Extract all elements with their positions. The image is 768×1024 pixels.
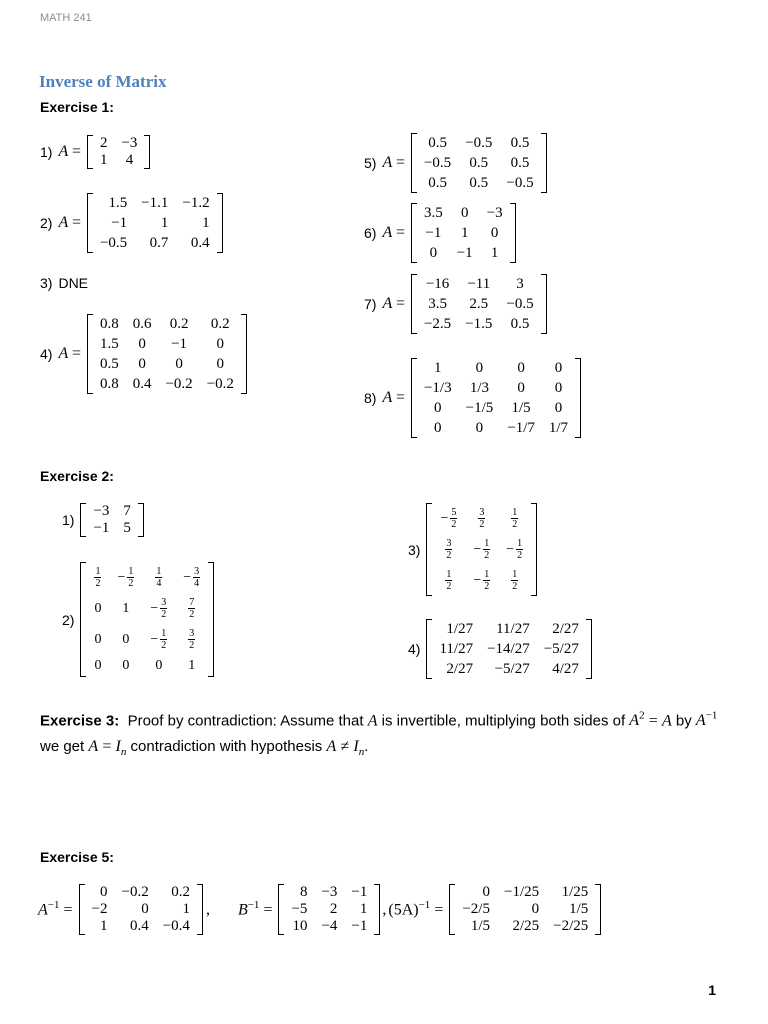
matrix-cell: 11/27: [439, 641, 474, 657]
matrix-cell: 0: [141, 901, 149, 917]
matrix-cell: −2.5: [423, 316, 452, 332]
math-expression: $A^{-1}$: [695, 710, 718, 730]
item-label: 4): [408, 641, 421, 657]
bracket-right: [144, 135, 150, 169]
matrix-cell: 0.5: [99, 356, 119, 372]
matrix-row: [417, 418, 575, 438]
matrix-cell: 1/7: [548, 420, 569, 436]
matrix-cell: −0.2: [165, 376, 193, 392]
matrix-cell: −1: [351, 884, 368, 900]
a-inverse-matrix: [79, 884, 203, 935]
matrix-row: [93, 233, 217, 253]
matrix-cell: 10: [292, 918, 308, 934]
matrix-cell: 0: [94, 600, 102, 616]
matrix-row: [86, 503, 137, 520]
matrix-row: [432, 534, 531, 565]
matrix-cell: 4: [125, 152, 134, 168]
matrix-cell: 8: [299, 884, 308, 900]
matrix-cell: 1.5: [108, 195, 128, 211]
matrix-row: [86, 562, 208, 593]
matrix-row: [417, 173, 541, 193]
course-header: MATH 241: [40, 12, 92, 24]
matrix-cell: 0: [100, 884, 108, 900]
matrix-cell: −0.5: [99, 235, 128, 251]
matrix-cell: 0: [490, 225, 499, 241]
bracket-right: [217, 193, 223, 253]
matrix-cell: 0.5: [428, 135, 447, 151]
matrix-row: [86, 655, 208, 677]
matrix-name: A =: [58, 214, 81, 231]
matrix-cell: 1: [202, 215, 210, 231]
item-label: 2): [40, 215, 53, 231]
matrix-cell: −1: [111, 215, 128, 231]
matrix-table: [417, 358, 575, 438]
matrix-cell: −14/27: [487, 641, 530, 657]
matrix-row: [432, 503, 531, 534]
ex3-text-part: is invertible, multiplying both sides of: [381, 712, 626, 730]
matrix-cell: 1/3: [469, 380, 490, 396]
bracket-right: [595, 884, 601, 935]
matrix-cell: 1: [359, 901, 368, 917]
matrix-cell: − $\frac{1}{2}$: [473, 538, 490, 561]
matrix-cell: 0.5: [510, 316, 530, 332]
math-symbol: A: [326, 738, 337, 756]
matrix-cell: −0.2: [121, 884, 149, 900]
matrix-cell: −1: [171, 336, 188, 352]
matrix: [87, 135, 150, 169]
matrix-cell: 2: [99, 135, 108, 151]
bracket-right: [374, 884, 380, 935]
matrix-cell: −0.5: [506, 296, 534, 312]
matrix-cell: 0: [554, 360, 563, 376]
matrix-row: [86, 593, 208, 624]
math-symbol: A: [88, 738, 99, 756]
matrix-row: [417, 203, 510, 223]
matrix-cell: 1/5: [511, 400, 531, 416]
ex2-item-2: [62, 562, 214, 677]
matrix-cell: 0: [94, 658, 102, 673]
matrix-cell: −3: [321, 884, 338, 900]
page-number: 1: [708, 982, 716, 998]
matrix-row: [93, 152, 144, 169]
matrix-cell: 0: [175, 356, 183, 372]
exercise-3-text: Exercise 3: Proof by contradiction: Assume that A is invertible, multiplying both sides of $A^2 = A$ by $A^{-1}$ we get $A = I_n$ contradiction with hypothesis $A \ne I_n$.: [40, 710, 718, 759]
matrix-cell: −0.4: [162, 918, 190, 934]
matrix: [411, 274, 547, 334]
matrix-cell: 0.4: [190, 235, 210, 251]
matrix-cell: 2.5: [469, 296, 489, 312]
matrix-cell: − $\frac{1}{2}$: [506, 538, 523, 561]
exercise-3-heading: Exercise 3:: [40, 712, 120, 730]
matrix-table: [417, 274, 541, 334]
matrix-row: [417, 223, 510, 243]
ex2-item-3: [408, 503, 537, 596]
item-label: 3): [408, 541, 421, 558]
matrix-cell: $\frac{1}{2}$: [95, 566, 101, 589]
matrix-name: A =: [382, 295, 405, 312]
matrix-cell: −4: [321, 918, 338, 934]
ex3-text-part: Proof by contradiction: Assume that: [127, 712, 364, 730]
matrix-table: [284, 884, 374, 935]
separator: ,: [382, 900, 387, 918]
matrix-cell: $\frac{3}{2}$: [189, 628, 195, 651]
ex1-item-1: [40, 135, 150, 169]
matrix-cell: $\frac{3}{2}$: [446, 538, 452, 561]
item-label: 6): [364, 225, 377, 241]
bracket-right: [510, 203, 516, 263]
matrix-table: [432, 619, 585, 679]
matrix-cell: 1/5: [569, 901, 589, 917]
matrix-cell: 1/5: [470, 918, 490, 934]
5a-inverse-matrix: [449, 884, 601, 935]
matrix-cell: 0: [434, 400, 442, 416]
matrix-cell: 0.7: [149, 235, 169, 251]
bracket-right: [241, 314, 247, 394]
matrix-cell: −5/27: [494, 661, 530, 677]
matrix-cell: 1: [160, 215, 169, 231]
matrix-row: [417, 294, 541, 314]
matrix-cell: 0.4: [132, 376, 152, 392]
a-inverse-label: $A^{-1}$ =: [38, 899, 73, 919]
math-expression: $I_n$: [353, 738, 365, 759]
matrix-cell: 0: [155, 658, 163, 673]
matrix-cell: − $\frac{1}{2}$: [117, 566, 134, 589]
matrix-cell: − $\frac{1}{2}$: [150, 628, 167, 651]
matrix-cell: −1/3: [423, 380, 452, 396]
b-inverse-label: $B^{-1}$ =: [237, 899, 273, 919]
bracket-right: [586, 619, 592, 679]
matrix-cell: −1: [93, 520, 110, 536]
matrix-cell: − $\frac{1}{2}$: [473, 569, 490, 592]
matrix: [426, 619, 591, 679]
matrix-row: [85, 884, 197, 901]
bracket-right: [138, 503, 144, 537]
matrix-cell: 0: [429, 245, 438, 261]
5a-inverse-label: $(5A)^{-1}$ =: [388, 899, 444, 919]
matrix-cell: −1/5: [465, 400, 494, 416]
ex1-item-6: [364, 203, 516, 263]
matrix-cell: 4/27: [552, 661, 579, 677]
matrix-cell: 0: [216, 336, 225, 352]
bracket-right: [541, 274, 547, 334]
matrix-row: [284, 884, 374, 901]
matrix-table: [432, 503, 531, 596]
matrix-cell: 0: [94, 631, 102, 647]
matrix: [426, 503, 537, 596]
matrix-cell: $\frac{1}{2}$: [512, 569, 518, 592]
matrix-table: [455, 884, 595, 935]
matrix-cell: −1: [351, 918, 368, 934]
matrix-cell: 0.5: [428, 175, 447, 191]
matrix-cell: −5/27: [543, 641, 579, 657]
matrix-cell: 1/27: [446, 621, 474, 637]
ex1-item-8: [364, 358, 581, 438]
matrix-row: [85, 918, 197, 935]
matrix-cell: −3: [486, 205, 503, 221]
matrix-cell: $\frac{1}{2}$: [446, 569, 452, 592]
matrix-row: [86, 520, 137, 537]
matrix: [80, 503, 143, 537]
matrix-table: [93, 135, 144, 169]
bracket-right: [541, 133, 547, 193]
matrix-cell: −16: [425, 276, 450, 292]
bracket-right: [575, 358, 581, 438]
matrix-cell: $\frac{3}{2}$: [479, 507, 485, 530]
matrix-cell: −0.2: [206, 376, 234, 392]
matrix-row: [93, 374, 241, 394]
matrix-cell: 0: [554, 380, 563, 396]
matrix-row: [455, 918, 595, 935]
matrix-cell: 2/27: [446, 661, 474, 677]
matrix-row: [86, 624, 208, 655]
matrix-row: [284, 918, 374, 935]
matrix-table: [417, 203, 510, 263]
item-label: 1): [62, 512, 75, 528]
matrix: [80, 562, 214, 677]
matrix-cell: 0: [517, 380, 525, 396]
matrix-row: [284, 901, 374, 918]
matrix: [87, 314, 247, 394]
item-label: 5): [364, 155, 377, 171]
matrix-cell: 1: [122, 600, 130, 616]
matrix-cell: 0.2: [169, 316, 189, 332]
matrix-cell: −11: [467, 276, 491, 292]
ex1-item-4: [40, 314, 247, 394]
matrix-cell: 0: [138, 356, 146, 372]
math-symbol: =: [102, 738, 112, 756]
matrix-cell: −1: [425, 225, 442, 241]
matrix-table: [85, 884, 197, 935]
matrix-cell: 0.5: [510, 135, 530, 151]
matrix-cell: −0.5: [506, 175, 534, 191]
matrix: [411, 358, 581, 438]
matrix-cell: 0.8: [99, 376, 119, 392]
ex1-item-3: [40, 275, 94, 291]
bracket-right: [208, 562, 214, 677]
ex1-item-2: [40, 193, 223, 253]
matrix-cell: 3.5: [428, 296, 447, 312]
bracket-right: [197, 884, 203, 935]
matrix-row: [93, 135, 144, 152]
matrix-cell: 0.8: [99, 316, 119, 332]
ex2-item-4: [408, 619, 592, 679]
matrix-cell: − $\frac{5}{2}$: [440, 507, 457, 530]
matrix-cell: −1.2: [182, 195, 210, 211]
exercise-1-heading: Exercise 1:: [40, 99, 114, 115]
matrix-row: [417, 358, 575, 378]
item-label: 8): [364, 390, 377, 406]
matrix-cell: 1/25: [561, 884, 589, 900]
matrix-cell: 1: [188, 658, 196, 673]
matrix-cell: −1.1: [141, 195, 169, 211]
matrix-cell: 1: [490, 245, 499, 261]
exercise-2-heading: Exercise 2:: [40, 468, 114, 484]
math-symbol: ≠: [340, 738, 350, 756]
matrix-cell: −1.5: [465, 316, 493, 332]
matrix: [411, 133, 547, 193]
matrix-row: [417, 398, 575, 418]
matrix-cell: −0.5: [423, 155, 452, 171]
matrix-cell: 1: [182, 901, 190, 917]
matrix-cell: 2/25: [512, 918, 540, 934]
matrix-row: [417, 153, 541, 173]
matrix-table: [93, 193, 217, 253]
matrix-name: A =: [58, 143, 81, 160]
matrix-cell: 3: [516, 276, 524, 292]
matrix-cell: 1: [99, 152, 108, 168]
ex2-item-1: [62, 503, 144, 537]
matrix-cell: 3.5: [423, 205, 443, 221]
matrix-cell: 7: [123, 503, 131, 519]
ex3-text-part: we get: [40, 738, 85, 756]
math-expression: $A^2$: [629, 710, 645, 730]
item-label: 4): [40, 346, 53, 362]
math-symbol: A: [661, 712, 672, 730]
matrix-cell: 0: [475, 420, 484, 436]
matrix: [411, 203, 516, 263]
matrix-row: [93, 334, 241, 354]
matrix-cell: 0: [122, 631, 130, 647]
matrix-row: [93, 213, 217, 233]
matrix-row: [455, 884, 595, 901]
matrix: [87, 193, 223, 253]
matrix-cell: −1/25: [503, 884, 540, 900]
matrix-cell: −1/7: [507, 420, 535, 436]
math-symbol: A: [367, 712, 378, 730]
matrix-cell: 0: [554, 400, 563, 416]
matrix-cell: 0: [482, 884, 490, 900]
matrix-cell: 1.5: [99, 336, 119, 352]
matrix-row: [432, 659, 585, 679]
ex5-equations: [38, 884, 601, 935]
matrix-name: A =: [58, 345, 81, 362]
matrix-cell: −3: [93, 503, 110, 519]
bracket-right: [531, 503, 537, 596]
page-title: Inverse of Matrix: [39, 72, 167, 91]
matrix-row: [93, 314, 241, 334]
matrix-cell: $\frac{7}{2}$: [189, 597, 195, 620]
matrix-cell: −0.5: [465, 135, 493, 151]
ex3-text-part: by: [675, 712, 692, 730]
matrix-name: A =: [382, 389, 405, 406]
matrix-table: [86, 562, 208, 677]
item-answer: DNE: [58, 275, 89, 291]
matrix-row: [455, 901, 595, 918]
matrix-table: [86, 503, 137, 537]
ex3-text-part: contradiction with hypothesis: [130, 738, 323, 756]
matrix-cell: 0.2: [171, 884, 190, 900]
matrix-cell: 0: [138, 336, 146, 352]
item-label: 3): [40, 275, 53, 291]
matrix-cell: 2: [329, 901, 338, 917]
matrix-cell: 1: [434, 360, 442, 376]
ex1-item-7: [364, 274, 547, 334]
matrix-row: [93, 354, 241, 374]
matrix-row: [432, 619, 585, 639]
matrix-cell: 1: [100, 918, 108, 934]
matrix-cell: 0: [434, 420, 442, 436]
matrix-table: [93, 314, 241, 394]
matrix-cell: 0: [216, 356, 225, 372]
matrix-cell: −1: [456, 245, 473, 261]
matrix-cell: 2/27: [552, 621, 579, 637]
b-inverse-matrix: [278, 884, 380, 935]
matrix-row: [417, 378, 575, 398]
matrix-cell: 11/27: [496, 621, 530, 637]
matrix-cell: 0: [517, 360, 525, 376]
matrix-name: A =: [382, 154, 405, 171]
matrix-cell: $\frac{1}{4}$: [156, 566, 162, 589]
matrix-cell: −3: [121, 135, 138, 151]
item-label: 2): [62, 611, 75, 628]
matrix-cell: 1: [460, 225, 469, 241]
matrix-cell: 0.4: [129, 918, 149, 934]
matrix-name: A =: [382, 224, 405, 241]
matrix-table: [417, 133, 541, 193]
math-expression: $I_n$: [115, 738, 127, 759]
matrix-cell: − $\frac{3}{4}$: [183, 566, 200, 589]
exercise-5-heading: Exercise 5:: [40, 849, 114, 865]
matrix-cell: 0.5: [510, 155, 530, 171]
matrix-cell: 0: [460, 205, 469, 221]
separator: ,: [205, 900, 210, 918]
matrix-cell: 0.6: [132, 316, 152, 332]
matrix-cell: −5: [291, 901, 308, 917]
matrix-cell: 5: [123, 520, 131, 536]
matrix-row: [432, 639, 585, 659]
item-label: 7): [364, 296, 377, 312]
matrix-cell: −2/25: [553, 918, 589, 934]
matrix-cell: −2/5: [462, 901, 490, 917]
matrix-row: [417, 243, 510, 263]
matrix-cell: − $\frac{3}{2}$: [150, 597, 167, 620]
matrix-cell: 0.5: [469, 175, 489, 191]
matrix-row: [417, 314, 541, 334]
matrix-row: [417, 274, 541, 294]
matrix-cell: −2: [91, 901, 108, 917]
matrix-cell: $\frac{1}{2}$: [512, 507, 518, 530]
matrix-row: [417, 133, 541, 153]
ex1-item-5: [364, 133, 547, 193]
matrix-cell: 0: [475, 360, 484, 376]
matrix-row: [85, 901, 197, 918]
matrix-row: [432, 565, 531, 596]
matrix-row: [93, 193, 217, 213]
matrix-cell: 0: [122, 658, 130, 673]
matrix-cell: 0: [531, 901, 540, 917]
item-label: 1): [40, 144, 53, 160]
matrix-cell: 0.5: [469, 155, 489, 171]
matrix-cell: 0.2: [210, 316, 230, 332]
math-symbol: =: [648, 712, 658, 730]
